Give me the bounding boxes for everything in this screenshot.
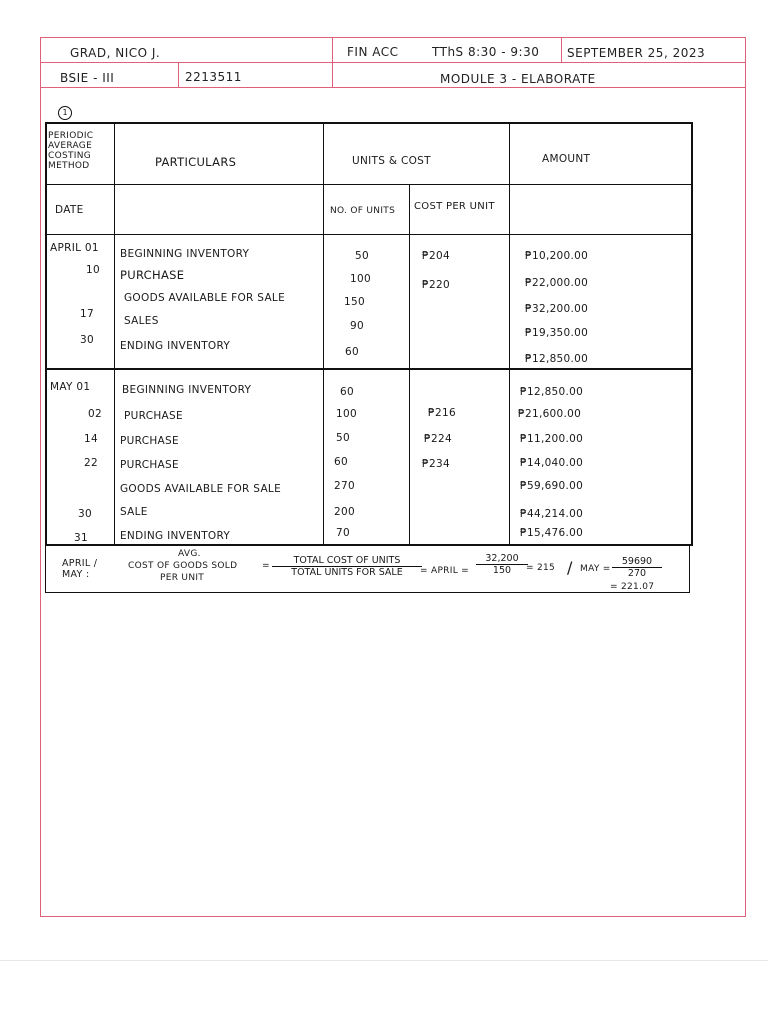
april-fraction [476,553,528,576]
module-title: MODULE 3 - ELABORATE [440,72,596,86]
may-fraction [612,556,662,579]
may-cost-1: ₱216 [428,407,456,419]
date: SEPTEMBER 25, 2023 [567,46,706,60]
may-amount-5: ₱44,214.00 [520,508,584,520]
may-units-5: 200 [334,506,355,518]
april-result: = 215 [526,563,556,573]
formula-numerator: TOTAL COST OF UNITS [272,555,422,567]
april-units-4: 60 [345,346,359,358]
may-particular-1: PURCHASE [124,410,183,422]
april-amount-1: ₱22,000.00 [525,277,589,289]
subject: FIN ACC [347,45,399,59]
may-label: MAY = [580,564,611,574]
formula-separator: / [567,558,573,577]
april-date-1: 10 [86,264,100,276]
amount-header: AMOUNT [542,153,591,165]
may-amount-1: ₱21,600.00 [518,408,582,420]
may-numerator: 59690 [612,556,662,568]
april-denominator: 150 [492,565,512,576]
may-particular-4: GOODS AVAILABLE FOR SALE [120,483,282,495]
may-units-6: 70 [336,527,350,539]
april-particular-3: SALES [124,315,159,327]
may-units-2: 50 [336,432,350,444]
april-particular-1: PURCHASE [120,268,185,282]
units-cost-header: UNITS & COST [352,155,431,167]
april-cost-1: ₱220 [422,279,450,291]
header-divider-2 [40,87,746,88]
header-col-divider-1 [332,37,333,87]
page-bottom-edge [0,960,768,961]
date-header: DATE [55,204,84,216]
april-amount-0: ₱10,200.00 [525,250,589,262]
may-date-5: 30 [78,508,92,520]
april-date-4: 30 [80,334,94,346]
april-numerator: 32,200 [476,553,528,565]
may-particular-2: PURCHASE [120,435,179,447]
may-amount-4: ₱59,690.00 [520,480,584,492]
april-date-3: 17 [80,308,94,320]
april-particular-0: BEGINNING INVENTORY [120,248,250,260]
may-units-3: 60 [334,456,348,468]
header-divider-1 [40,62,746,63]
may-particular-5: SALE [120,506,148,518]
april-units-2: 150 [344,296,365,308]
header-col-divider-3 [178,62,179,87]
formula-fraction [272,555,422,578]
student-id: 2213511 [185,70,242,84]
may-units-1: 100 [336,408,357,420]
may-date-3: 22 [84,457,98,469]
formula-lhs-top: AVG. [178,549,201,559]
april-amount-2: ₱32,200.00 [525,303,589,315]
formula-lhs: COST OF GOODS SOLD [128,561,238,571]
april-cost-0: ₱204 [422,250,450,262]
formula-months: APRIL / MAY : [62,558,98,580]
cost-per-unit-header: COST PER UNIT [414,201,495,212]
may-date-2: 14 [84,433,98,445]
april-units-1: 100 [350,273,371,285]
may-date-0: MAY 01 [50,381,91,393]
may-particular-6: ENDING INVENTORY [120,530,231,542]
may-amount-3: ₱14,040.00 [520,457,584,469]
may-units-0: 60 [340,386,354,398]
section: BSIE - III [60,71,115,85]
april-date-0: APRIL 01 [50,242,99,254]
april-units-3: 90 [350,320,364,332]
schedule: TThS 8:30 - 9:30 [432,45,540,59]
method-header: PERIODIC AVERAGE COSTING METHOD [48,131,94,171]
may-date-1: 02 [88,408,102,420]
april-label: = APRIL = [420,566,470,576]
april-particular-4: ENDING INVENTORY [120,340,231,352]
formula-lhs-bottom: PER UNIT [160,573,205,583]
particulars-header: PARTICULARS [155,155,237,169]
april-amount-4: ₱12,850.00 [525,353,589,365]
may-cost-3: ₱234 [422,458,450,470]
may-date-6: 31 [74,532,88,544]
april-amount-3: ₱19,350.00 [525,327,589,339]
formula-eq: = [262,561,270,571]
may-result: = 221.07 [610,582,655,592]
may-cost-2: ₱224 [424,433,452,445]
formula-denominator: TOTAL UNITS FOR SALE [291,567,403,578]
april-particular-2: GOODS AVAILABLE FOR SALE [124,292,286,304]
may-particular-3: PURCHASE [120,459,179,471]
may-particular-0: BEGINNING INVENTORY [122,384,252,396]
april-units-0: 50 [355,250,369,262]
may-denominator: 270 [627,568,647,579]
may-amount-2: ₱11,200.00 [520,433,584,445]
may-amount-0: ₱12,850.00 [520,386,584,398]
student-name: GRAD, NICO J. [70,46,161,60]
units-header: NO. OF UNITS [330,206,396,216]
item-number: 1 [58,106,72,120]
may-amount-6: ₱15,476.00 [520,527,584,539]
header-col-divider-2 [561,37,562,62]
may-units-4: 270 [334,480,355,492]
